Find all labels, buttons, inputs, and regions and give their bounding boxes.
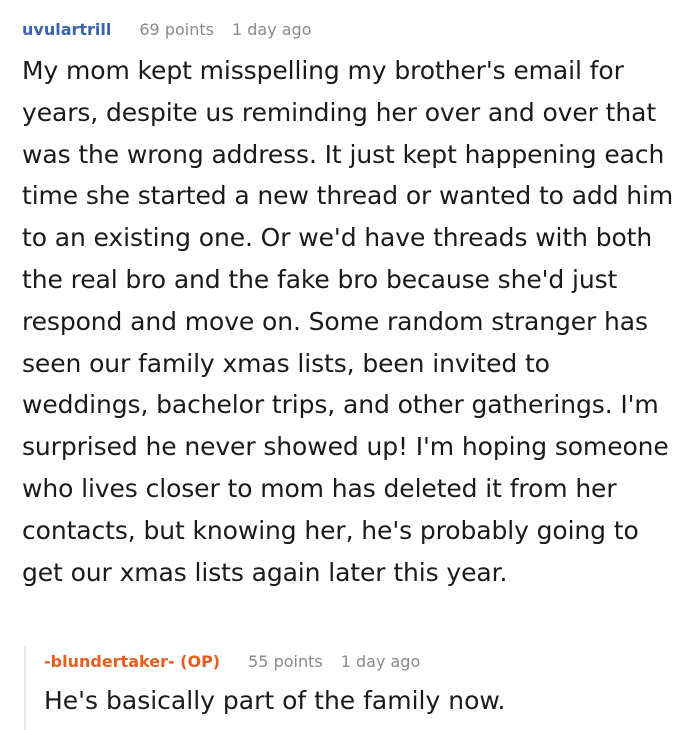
reply-body: He's basically part of the family now. (44, 686, 506, 715)
reply-meta (44, 652, 420, 671)
comment-meta (22, 19, 312, 41)
reply-points: 55 points (248, 652, 323, 671)
reply-username[interactable]: -blundertaker- (OP) (44, 652, 221, 671)
comment-points: 69 points (139, 20, 214, 39)
reply-comment (24, 646, 700, 730)
reply-timestamp[interactable]: 1 day ago (340, 652, 421, 671)
comment-username[interactable]: uvulartrill (22, 20, 112, 39)
comment-body: My mom kept misspelling my brother's email for years, despite us reminding her over and over that was the wrong address. It just kept happening each time she started a new thread or wanted to add him to an existing one. Or we'd have threads with both the real bro and the fake bro because she'd just respond and move on. Some random stranger has seen our family xmas lists, been invited to weddings, bachelor trips, and other gatherings. I'm surprised he never showed up! I'm hoping someone who lives closer to mom has deleted it from her contacts, but knowing her, he's probably going to get our xmas lists again later this year. (22, 56, 674, 587)
comment-timestamp[interactable]: 1 day ago (231, 20, 312, 39)
